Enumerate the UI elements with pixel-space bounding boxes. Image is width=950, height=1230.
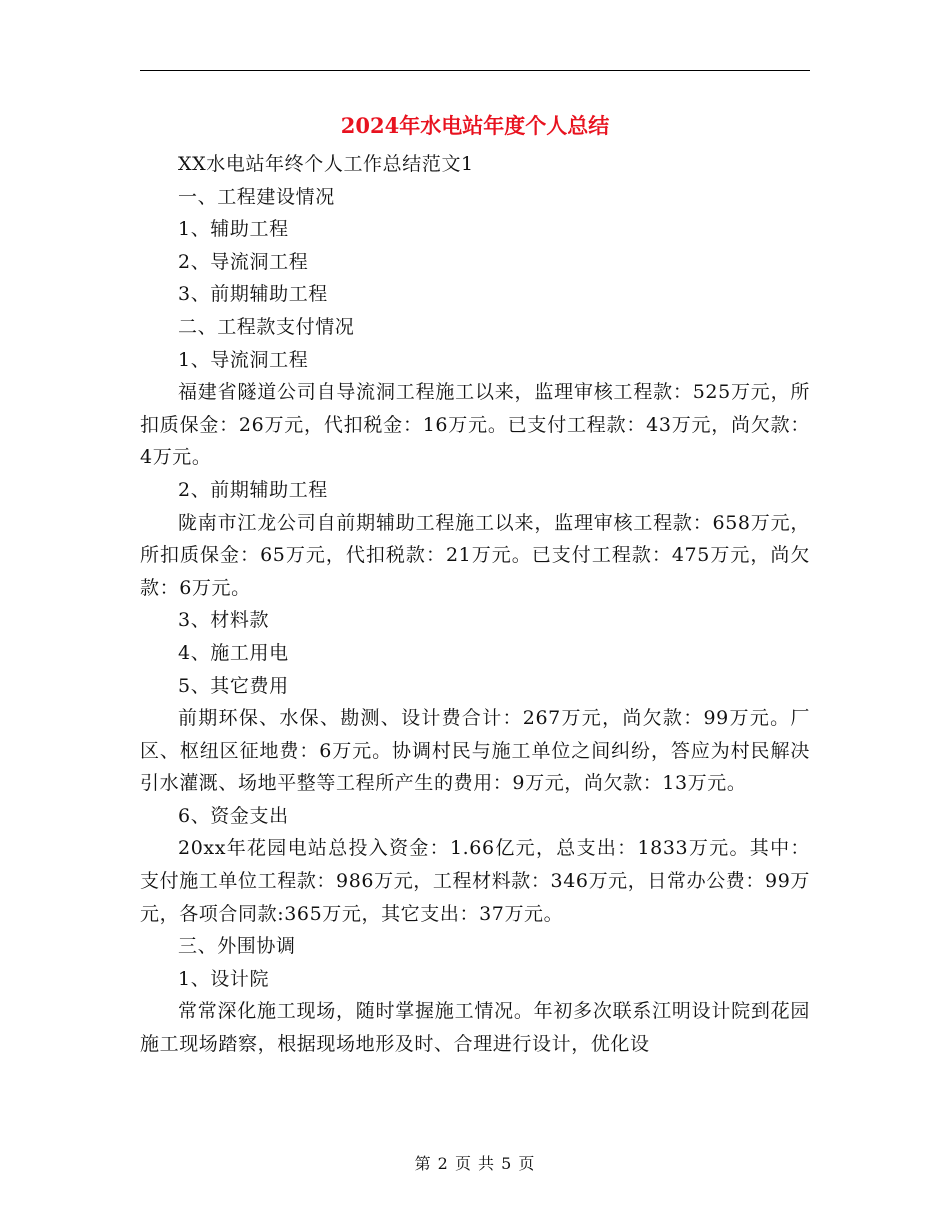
- paragraph: 陇南市江龙公司自前期辅助工程施工以来，监理审核工程款：658万元，所扣质保金：65万元，代扣税款：21万元。已支付工程款：475万元，尚欠款：6万元。: [140, 511, 810, 599]
- subsection-heading: 2、前期辅助工程: [178, 478, 328, 501]
- subsection-heading: 1、导流洞工程: [178, 348, 309, 371]
- section-heading: 一、工程建设情况: [178, 185, 335, 208]
- paragraph: 前期环保、水保、勘测、设计费合计：267万元，尚欠款：99万元。厂区、枢纽区征地费：6万元。协调村民与施工单位之间纠纷，答应为村民解决引水灌溉、场地平整等工程所产生的费用：9万元，尚欠款：13万元。: [140, 707, 810, 795]
- paragraph: XX水电站年终个人工作总结范文1: [178, 153, 474, 175]
- section-heading: 三、外围协调: [178, 935, 296, 958]
- paragraph: 福建省隧道公司自导流洞工程施工以来，监理审核工程款：525万元，所扣质保金：26万元，代扣税金：16万元。已支付工程款：43万元，尚欠款：4万元。: [140, 381, 810, 469]
- document-body: [140, 148, 810, 1061]
- subsection-heading: 2、导流洞工程: [178, 250, 309, 273]
- subsection-heading: 3、材料款: [178, 609, 270, 632]
- paragraph: 常常深化施工现场，随时掌握施工情况。年初多次联系江明设计院到花园施工现场踏察，根据现场地形及时、合理进行设计，优化设: [140, 1000, 810, 1056]
- paragraph: 20xx年花园电站总投入资金：1.66亿元，总支出：1833万元。其中：支付施工单位工程款：986万元，工程材料款：346万元，日常办公费：99万元，各项合同款:365万元，其它支出：37万元。: [140, 837, 810, 925]
- header-rule: [140, 70, 810, 71]
- page-number-footer: 第 2 页 共 5 页: [414, 1154, 536, 1173]
- subsection-heading: 6、资金支出: [178, 804, 289, 827]
- subsection-heading: 1、辅助工程: [178, 218, 289, 241]
- subsection-heading: 5、其它费用: [178, 674, 289, 697]
- document-title: 2024年水电站年度个人总结: [340, 113, 610, 138]
- section-heading: 二、工程款支付情况: [178, 315, 355, 338]
- subsection-heading: 3、前期辅助工程: [178, 283, 328, 306]
- subsection-heading: 1、设计院: [178, 967, 270, 990]
- subsection-heading: 4、施工用电: [178, 641, 289, 664]
